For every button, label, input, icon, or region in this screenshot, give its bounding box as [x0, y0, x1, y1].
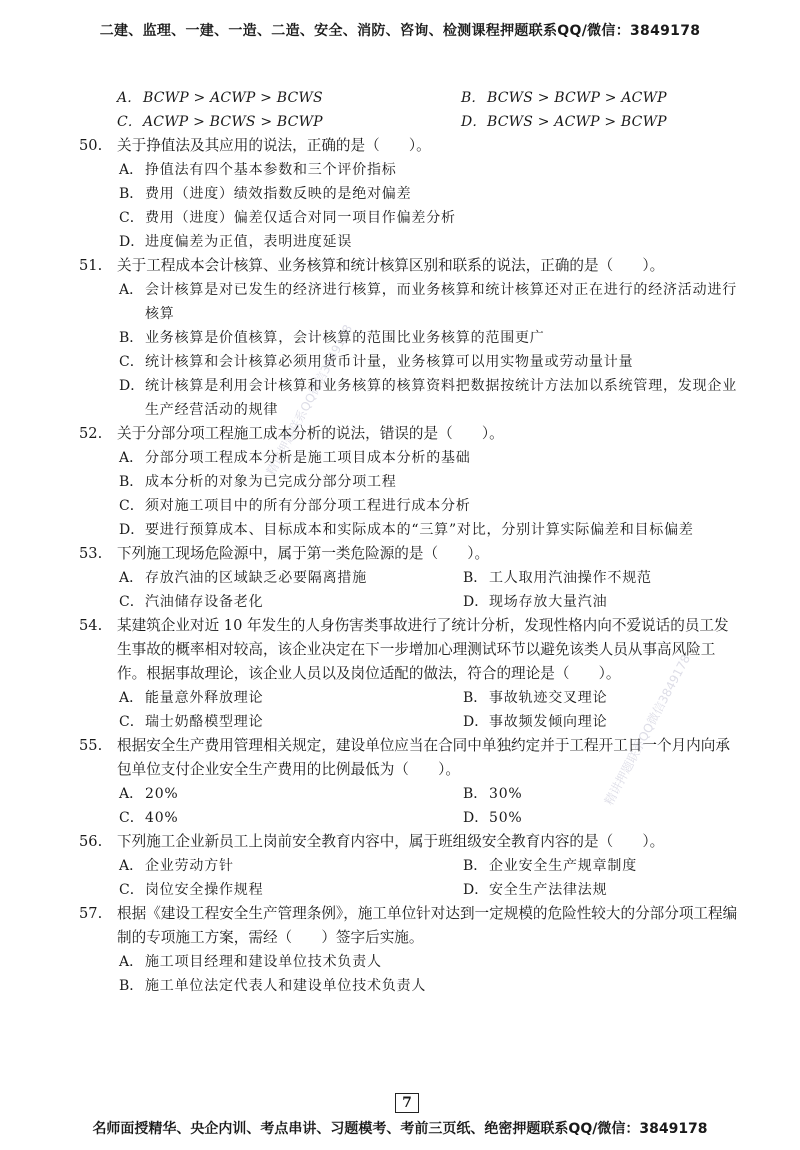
question	[79, 422, 743, 542]
option-a: A． 施工项目经理和建设单位技术负责人	[119, 954, 382, 970]
question-stem: 关于分部分项工程施工成本分析的说法，错误的是（ ）。	[117, 425, 504, 442]
question-number: 53.	[79, 545, 103, 562]
question-number: 50.	[79, 137, 103, 154]
option-b: B． 事故轨迹交叉理论	[463, 690, 608, 706]
option-d: D． 安全生产法律法规	[463, 882, 608, 898]
option-d: D． 统计核算是利用会计核算和业务核算的核算资料把数据按统计方法加以系统管理，发现企业生产经营活动的规律	[119, 378, 737, 418]
question-list	[79, 134, 743, 998]
option-c: C． 须对施工项目中的所有分部分项工程进行成本分析	[119, 498, 471, 514]
option-b: B． 企业安全生产规章制度	[463, 858, 637, 874]
q49-option-b: B． BCWS > BCWP > ACWP	[461, 90, 667, 106]
option-a: A． 企业劳动方针	[119, 858, 234, 874]
option-list	[117, 158, 743, 254]
question-stem: 根据《建设工程安全生产管理条例》，施工单位针对达到一定规模的危险性较大的分部分项工程编制的专项施工方案，需经（ ）签字后实施。	[117, 905, 738, 946]
question-stem: 关于挣值法及其应用的说法，正确的是（ ）。	[117, 137, 431, 154]
watermark: 精讲押题联系QQ微信3849178	[263, 322, 356, 478]
question-number: 52.	[79, 425, 103, 442]
question-stem: 下列施工企业新员工上岗前安全教育内容中，属于班组级安全教育内容的是（ ）。	[117, 833, 665, 850]
question	[79, 134, 743, 254]
option-c: C． 费用（进度）偏差仅适合对同一项目作偏差分析	[119, 210, 456, 226]
page-header: 二建、监理、一建、一造、二造、安全、消防、咨询、检测课程押题联系QQ/微信：3849178	[99, 23, 701, 39]
question	[79, 902, 743, 998]
question	[79, 830, 743, 902]
question-number: 51.	[79, 257, 103, 274]
option-a: A． 分部分项工程成本分析是施工项目成本分析的基础	[119, 450, 471, 466]
question	[79, 542, 743, 614]
option-list	[117, 566, 743, 614]
exam-content	[79, 86, 743, 998]
option-c: C． 统计核算和会计核算必须用货币计量，业务核算可以用实物量或劳动量计量	[119, 354, 634, 370]
watermark: 精讲押题联系QQ微信3849178	[601, 652, 694, 808]
question-stem: 某建筑企业对近 10 年发生的人身伤害类事故进行了统计分析，发现性格内向不爱说话的员工发生事故的概率相对较高，该企业决定在下一步增加心理测试环节以避免该类人员从事高风险工作。根据事故理论，该企业人员以及岗位适配的做法，符合的理论是（ ）。	[117, 617, 729, 682]
option-list	[117, 446, 743, 542]
question-number: 57.	[79, 905, 103, 922]
option-c: C． 瑞士奶酪模型理论	[119, 714, 264, 730]
option-b: B． 30%	[463, 786, 523, 802]
question-number: 55.	[79, 737, 103, 754]
q49-option-c: C． ACWP > BCWS > BCWP	[117, 114, 323, 130]
option-b: B． 成本分析的对象为已完成分部分项工程	[119, 474, 397, 490]
q49-option-a: A． BCWP > ACWP > BCWS	[117, 90, 323, 106]
option-list	[117, 950, 743, 998]
question-stem: 关于工程成本会计核算、业务核算和统计核算区别和联系的说法，正确的是（ ）。	[117, 257, 665, 274]
option-b: B． 施工单位法定代表人和建设单位技术负责人	[119, 978, 427, 994]
option-list	[117, 278, 743, 422]
option-list	[117, 782, 743, 830]
q49-options	[83, 86, 743, 134]
option-a: A． 存放汽油的区域缺乏必要隔离措施	[119, 570, 367, 586]
option-c: C． 岗位安全操作规程	[119, 882, 264, 898]
option-c: C． 40%	[119, 810, 179, 826]
option-list	[117, 854, 743, 902]
option-a: A． 挣值法有四个基本参数和三个评价指标	[119, 162, 397, 178]
page-footer: 名师面授精华、央企内训、考点串讲、习题模考、考前三页纸、绝密押题联系QQ/微信：3849178	[92, 1121, 708, 1137]
page-number: 7	[395, 1093, 419, 1113]
option-a: A． 20%	[119, 786, 179, 802]
option-c: C． 汽油储存设备老化	[119, 594, 264, 610]
question	[79, 254, 743, 422]
option-b: B． 工人取用汽油操作不规范	[463, 570, 652, 586]
question-stem: 根据安全生产费用管理相关规定，建设单位应当在合同中单独约定并于工程开工日一个月内向承包单位支付企业安全生产费用的比例最低为（ ）。	[117, 737, 730, 778]
option-b: B． 费用（进度）绩效指数反映的是绝对偏差	[119, 186, 412, 202]
option-d: D． 50%	[463, 810, 523, 826]
question-number: 56.	[79, 833, 103, 850]
question-number: 54.	[79, 617, 103, 634]
option-d: D． 事故频发倾向理论	[463, 714, 608, 730]
option-d: D． 现场存放大量汽油	[463, 594, 608, 610]
option-a: A． 能量意外释放理论	[119, 690, 264, 706]
option-b: B． 业务核算是价值核算，会计核算的范围比业务核算的范围更广	[119, 330, 545, 346]
question-stem: 下列施工现场危险源中，属于第一类危险源的是（ ）。	[117, 545, 490, 562]
q49-option-d: D． BCWS > ACWP > BCWP	[461, 114, 667, 130]
option-d: D． 进度偏差为正值，表明进度延误	[119, 234, 353, 250]
option-d: D． 要进行预算成本、目标成本和实际成本的“三算”对比，分别计算实际偏差和目标偏差	[119, 522, 694, 538]
option-a: A． 会计核算是对已发生的经济进行核算，而业务核算和统计核算还对正在进行的经济活动进行核算	[119, 282, 737, 322]
